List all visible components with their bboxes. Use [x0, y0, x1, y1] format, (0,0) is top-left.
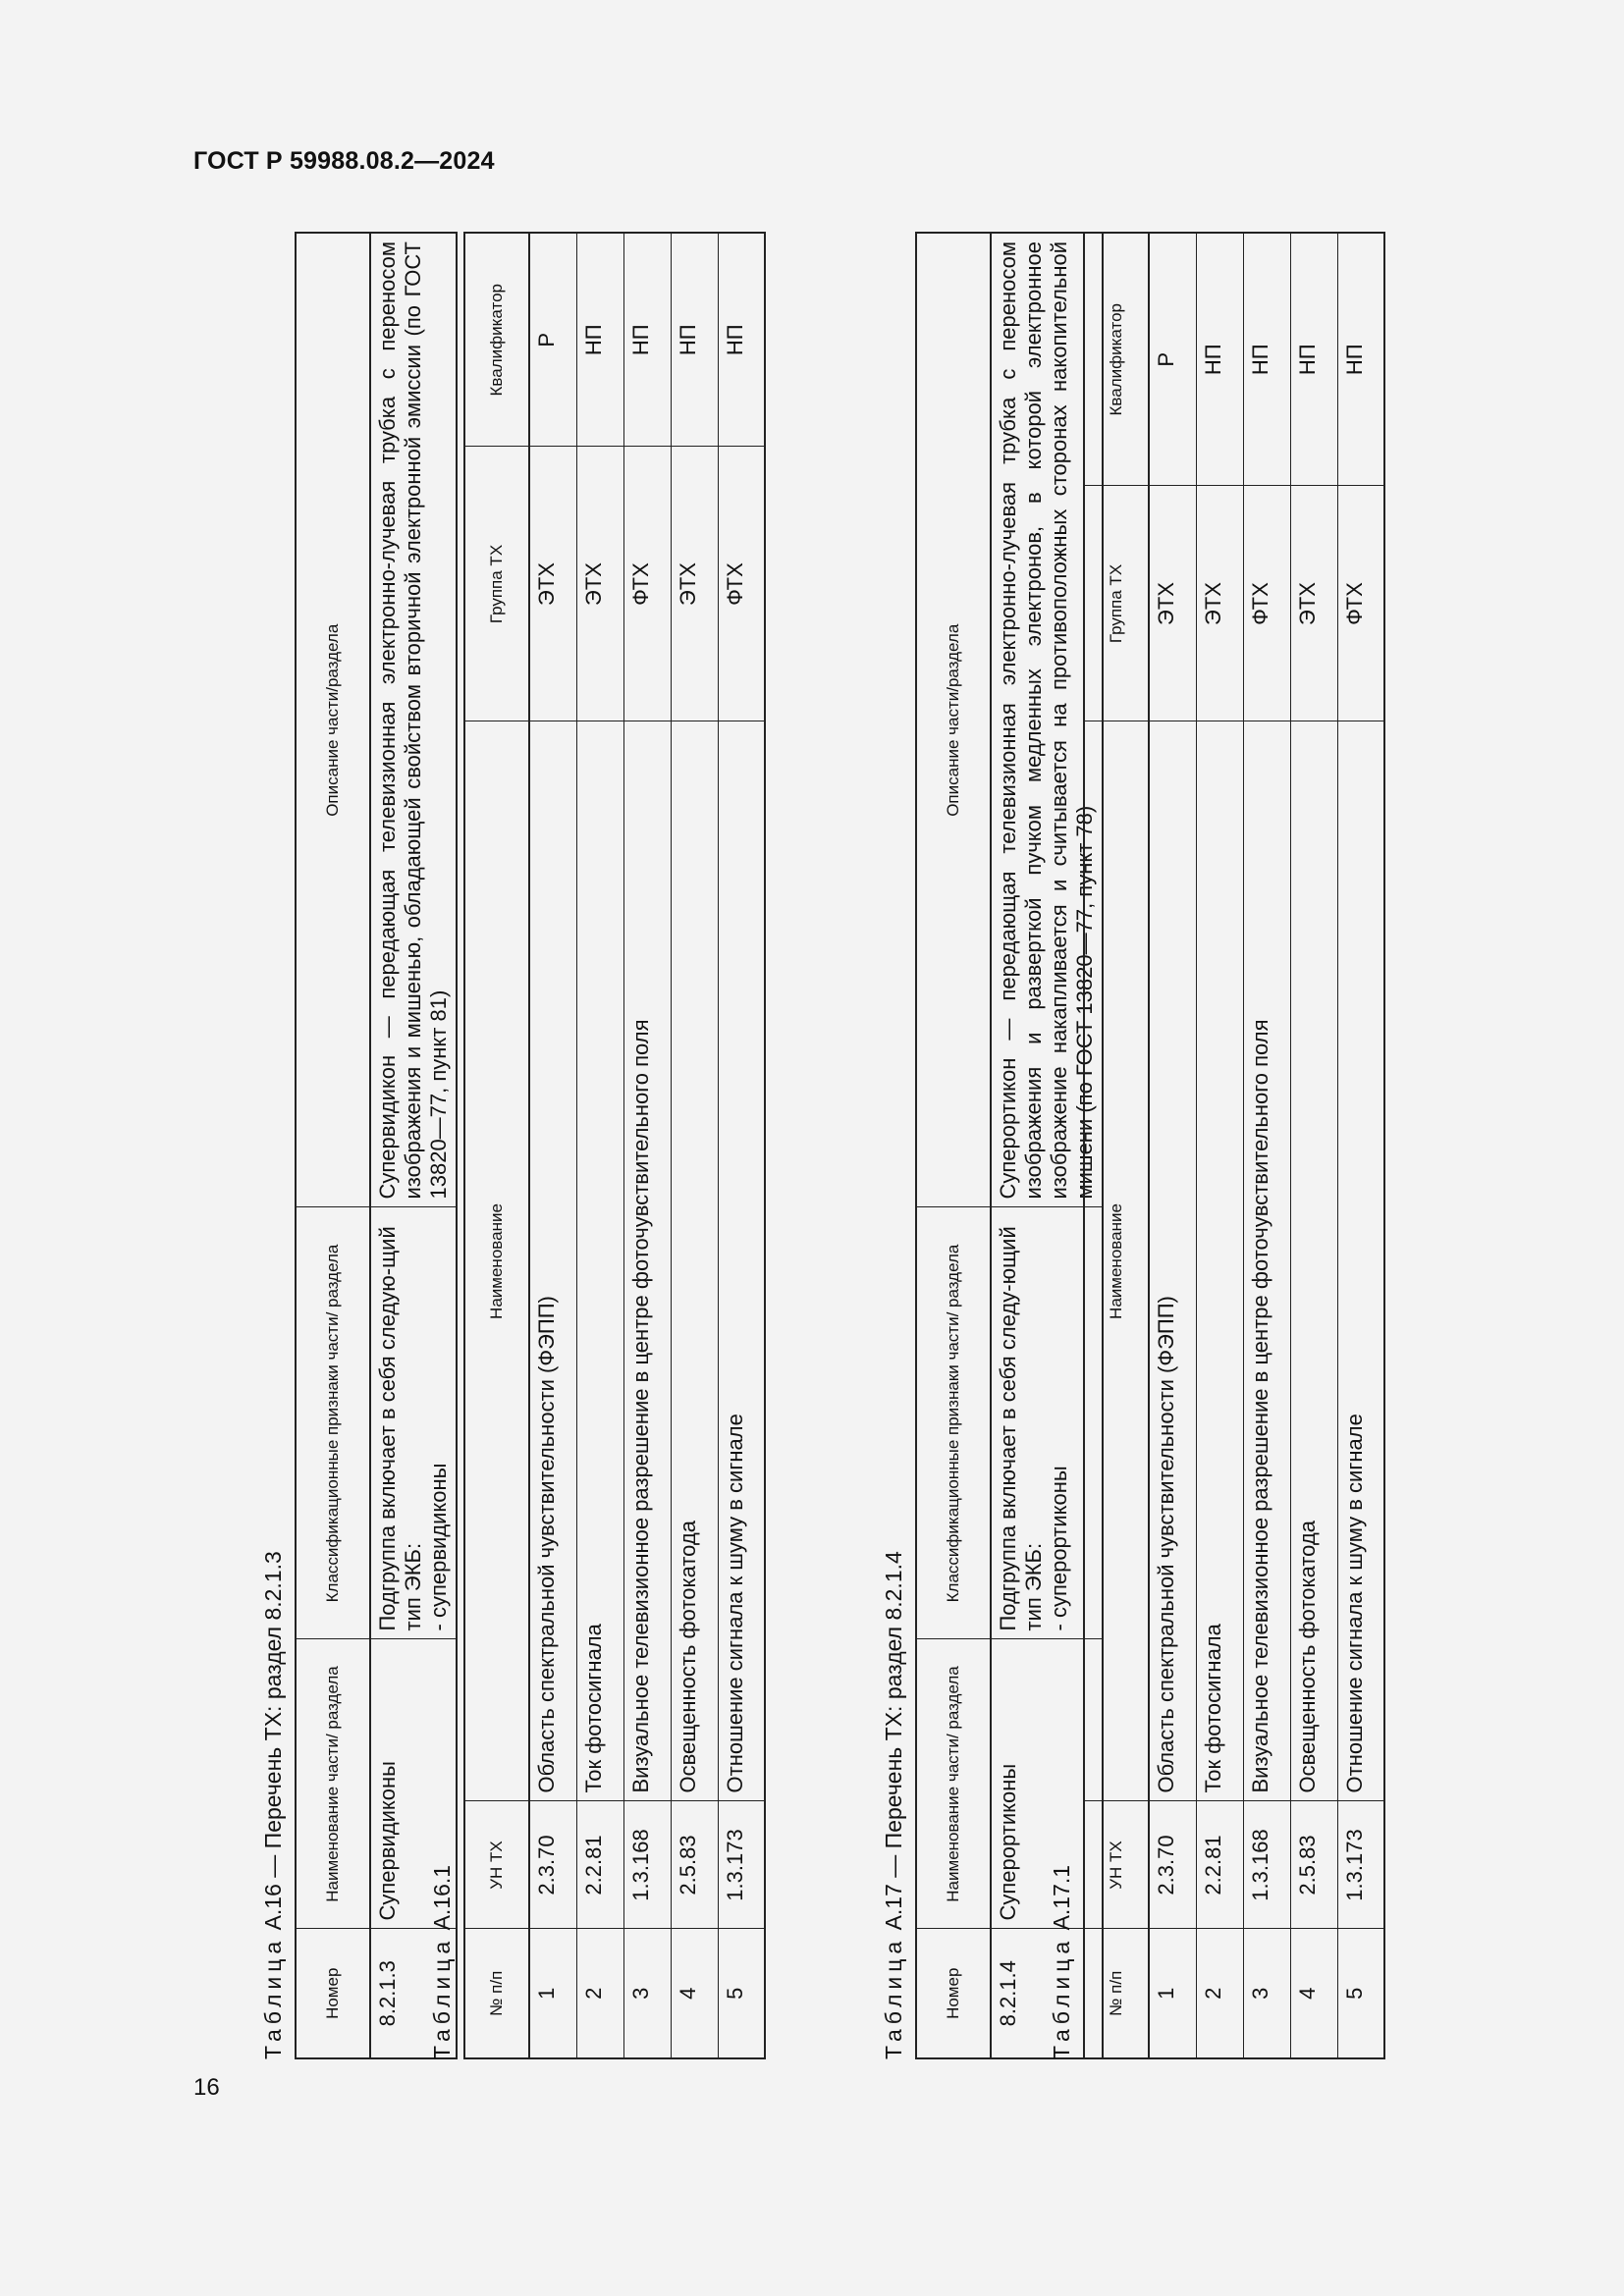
col-header-name: Наименование — [464, 721, 529, 1801]
table-a17-1 — [1083, 232, 1385, 2059]
table-row: 3 1.3.168 Визуальное телевизионное разрешение в центре фоточувствительного поля ФТХ НП — [1243, 233, 1290, 2058]
cell-class: Подгруппа включает в себя следую-щий тип ЭКБ: - супервидиконы — [370, 1207, 457, 1639]
caption-a17-1: Таблица А.17.1 — [1049, 1864, 1074, 2059]
caption-a17: Таблица А.17 — Перечень ТХ: раздел 8.2.1.4 — [881, 1551, 906, 2059]
rotated-content — [193, 206, 1431, 2071]
col-header-code: УН ТХ — [464, 1801, 529, 1929]
table-a16-1 — [463, 232, 766, 2059]
cell-desc: Супервидикон — передающая телевизионная электронно-лучевая трубка с переносом изображения и мишенью, обладающей свойством вторичной электронной эмиссии (по ГОСТ 13820—77, пункт 81) — [370, 233, 457, 1207]
table-row: 1 2.3.70 Область спектральной чувствительности (ФЭПП) ЭТХ Р — [1149, 233, 1196, 2058]
col-header-class: Классификационные признаки части/ раздела — [296, 1207, 370, 1639]
table-row: 4 2.5.83 Освещенность фотокатода ЭТХ НП — [1290, 233, 1337, 2058]
col-header-name: Наименование части/ раздела — [916, 1639, 991, 1929]
col-header-class: Классификационные признаки части/ раздела — [916, 1207, 991, 1639]
caption-a16-1: Таблица А.16.1 — [429, 1864, 455, 2059]
table-row: 5 1.3.173 Отношение сигнала к шуму в сигнале ФТХ НП — [718, 233, 765, 2058]
col-header-number: Номер — [916, 1929, 991, 2058]
col-header-number: Номер — [296, 1929, 370, 2058]
caption-a16: Таблица А.16 — Перечень ТХ: раздел 8.2.1.3 — [260, 1551, 286, 2059]
table-row: 3 1.3.168 Визуальное телевизионное разрешение в центре фоточувствительного поля ФТХ НП — [623, 233, 671, 2058]
col-header-n: № п/п — [1084, 1929, 1149, 2058]
document-header: ГОСТ Р 59988.08.2—2024 — [193, 147, 495, 175]
table-row: 2 2.2.81 Ток фотосигнала ЭТХ НП — [1196, 233, 1243, 2058]
col-header-n: № п/п — [464, 1929, 529, 2058]
cell-name: Суперортиконы — [991, 1639, 1103, 1929]
page-number: 16 — [193, 2074, 220, 2101]
table-row: 1 2.3.70 Область спектральной чувствительности (ФЭПП) ЭТХ Р — [529, 233, 576, 2058]
table-a17 — [915, 232, 1104, 2059]
col-header-qualifier: Квалификатор — [1084, 233, 1149, 486]
col-header-group: Группа ТХ — [464, 447, 529, 721]
table-row — [370, 233, 457, 2058]
table-row: 2 2.2.81 Ток фотосигнала ЭТХ НП — [576, 233, 623, 2058]
col-header-desc: Описание части/раздела — [296, 233, 370, 1207]
cell-class: Подгруппа включает в себя следу-ющий тип ЭКБ: - суперортиконы — [991, 1207, 1103, 1639]
col-header-desc: Описание части/раздела — [916, 233, 991, 1207]
cell-number: 8.2.1.4 — [991, 1929, 1103, 2058]
col-header-code: УН ТХ — [1084, 1801, 1149, 1929]
table-row: 4 2.5.83 Освещенность фотокатода ЭТХ НП — [671, 233, 718, 2058]
cell-name: Супервидиконы — [370, 1639, 457, 1929]
col-header-group: Группа ТХ — [1084, 486, 1149, 721]
col-header-qualifier: Квалификатор — [464, 233, 529, 447]
cell-number: 8.2.1.3 — [370, 1929, 457, 2058]
table-row: 5 1.3.173 Отношение сигнала к шуму в сигнале ФТХ НП — [1337, 233, 1384, 2058]
col-header-name: Наименование — [1084, 721, 1149, 1801]
cell-desc: Суперортикон — передающая телевизионная электронно-лучевая трубка с переносом изображения и разверткой пучком медленных электронов, в которой электронное изображение накапливается и считывается на противоположных сторонах накопительной мишени (по ГОСТ 13820—77, пункт 78) — [991, 233, 1103, 1207]
table-a16 — [295, 232, 458, 2059]
col-header-name: Наименование части/ раздела — [296, 1639, 370, 1929]
